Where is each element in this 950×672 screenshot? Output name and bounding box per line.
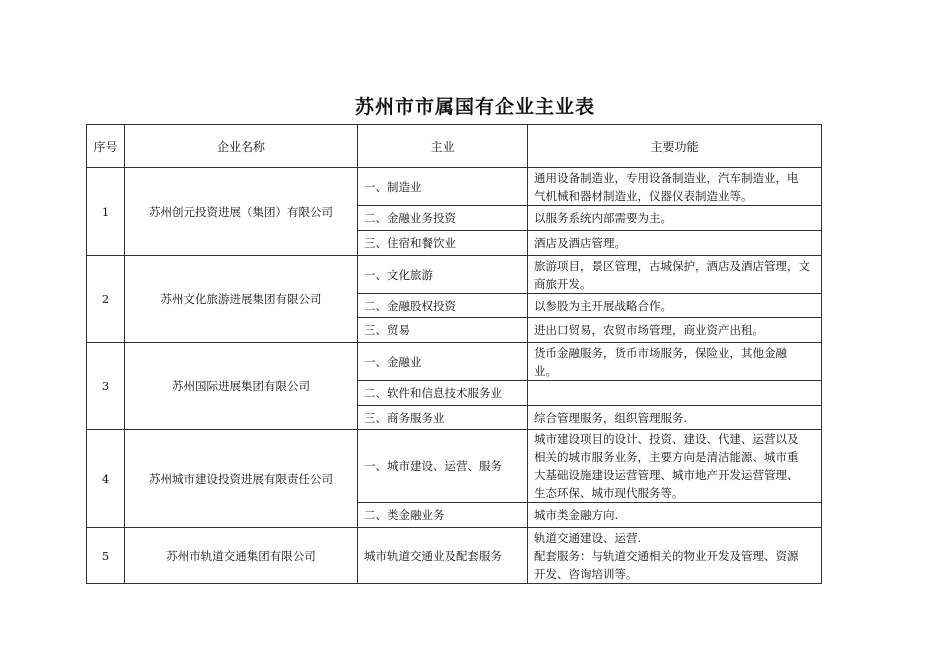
- function-line: 城市建设项目的设计、投资、建设、代建、运营以及: [534, 432, 799, 446]
- row-number: 3: [87, 343, 125, 430]
- company-name: 苏州创元投资进展（集团）有限公司: [125, 168, 358, 256]
- header-name: 企业名称: [125, 125, 358, 168]
- main-function: [528, 430, 822, 503]
- function-line: 轨道交通建设、运营.: [534, 530, 642, 545]
- function-line: 城市类金融方向.: [534, 508, 619, 522]
- main-function: [528, 168, 822, 206]
- function-line: 进出口贸易，农贸市场管理，商业资产出租。: [534, 323, 764, 337]
- main-business: 三、贸易: [358, 318, 528, 343]
- company-name: 苏州文化旅游进展集团有限公司: [125, 256, 358, 343]
- function-line: 商旅开发。: [534, 276, 592, 291]
- row-number: 2: [87, 256, 125, 343]
- main-business: 城市轨道交通业及配套服务: [358, 528, 528, 584]
- main-business: 三、住宿和餐饮业: [358, 231, 528, 256]
- page-title: 苏州市市属国有企业主业表: [354, 96, 595, 118]
- main-business: 二、金融业务投资: [358, 206, 528, 231]
- main-function: [528, 206, 822, 231]
- main-function: [528, 231, 822, 256]
- function-line: 配套服务：与轨道交通相关的物业开发及管理、资源: [534, 548, 799, 563]
- table-row: [87, 430, 822, 503]
- function-line: 开发、咨询培训等。: [534, 566, 638, 581]
- function-line: 货币金融服务，货币市场服务，保险业，其他金融: [534, 345, 787, 360]
- main-function: [528, 343, 822, 381]
- function-line: 旅游项目，景区管理，古城保护，酒店及酒店管理，文: [534, 258, 810, 273]
- function-line: 以服务系统内部需要为主。: [534, 211, 672, 225]
- function-line: 综合管理服务，组织管理服务.: [534, 410, 688, 425]
- header-main-function: 主要功能: [528, 125, 822, 168]
- table-row: [87, 528, 822, 584]
- main-business: 二、软件和信息技术服务业: [358, 381, 528, 406]
- table-row: [87, 256, 822, 294]
- function-line: 通用设备制造业，专用设备制造业，汽车制造业，电: [534, 170, 799, 185]
- main-function: [528, 318, 822, 343]
- main-business: 三、商务服务业: [358, 406, 528, 430]
- main-business: 二、类金融业务: [358, 503, 528, 528]
- main-function: [528, 503, 822, 528]
- main-function: [528, 294, 822, 318]
- enterprise-table: [86, 124, 822, 584]
- main-function: [528, 528, 822, 584]
- company-name: 苏州国际进展集团有限公司: [125, 343, 358, 430]
- row-number: 4: [87, 430, 125, 528]
- row-number: 5: [87, 528, 125, 584]
- table-row: [87, 343, 822, 381]
- function-line: 大基础设施建设运营管理、城市地产开发运营管理、: [534, 468, 799, 482]
- main-business: 二、金融股权投资: [358, 294, 528, 318]
- main-business: 一、文化旅游: [358, 256, 528, 294]
- function-line: 生态环保、城市现代服务等。: [534, 486, 684, 500]
- header-no: 序号: [87, 125, 125, 168]
- function-line: 业。: [534, 363, 557, 378]
- function-line: 气机械和器材制造业，仪器仪表制造业等。: [534, 188, 753, 203]
- main-business: 一、制造业: [358, 168, 528, 206]
- main-function: [528, 256, 822, 294]
- function-line: 以参股为主开展战略合作。: [534, 298, 672, 313]
- company-name: 苏州城市建设投资进展有限责任公司: [125, 430, 358, 528]
- main-function: [528, 406, 822, 430]
- function-line: 相关的城市服务业务，主要方向是清洁能源、城市重: [534, 450, 799, 464]
- header-main-business: 主业: [358, 125, 528, 168]
- company-name: 苏州市轨道交通集团有限公司: [125, 528, 358, 584]
- table-row: [87, 168, 822, 206]
- header-row: [87, 125, 822, 168]
- row-number: 1: [87, 168, 125, 256]
- main-function: [528, 381, 822, 406]
- function-line: 酒店及酒店管理。: [534, 236, 626, 250]
- main-business: 一、金融业: [358, 343, 528, 381]
- main-business: 一、城市建设、运营、服务: [358, 430, 528, 503]
